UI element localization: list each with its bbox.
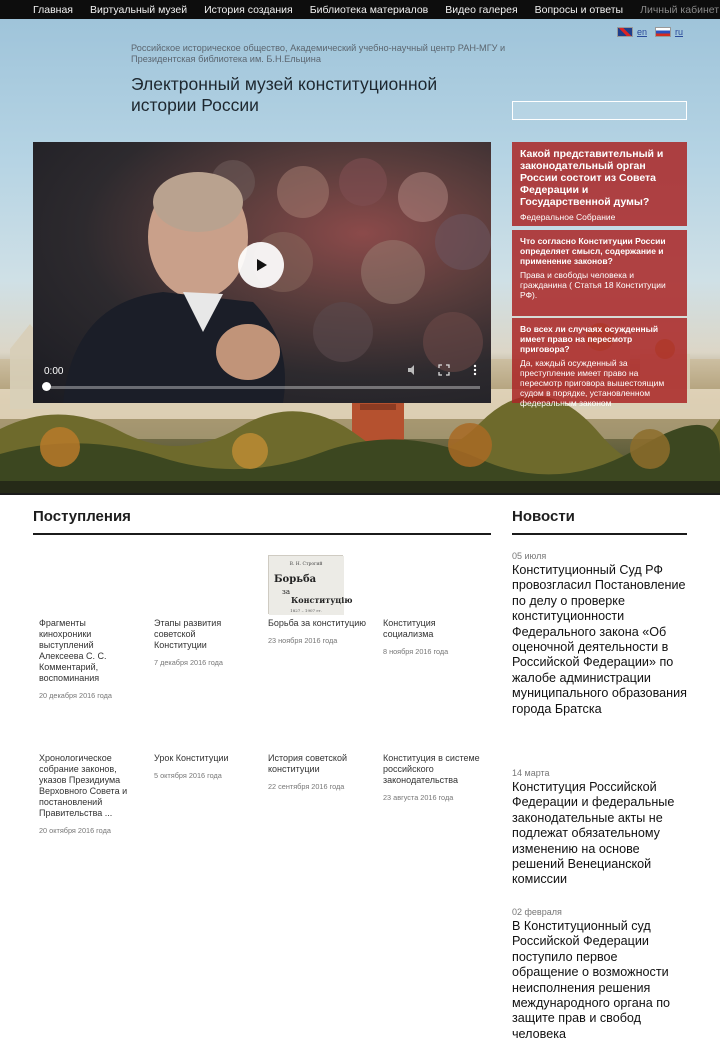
arrival-date: 8 ноября 2016 года bbox=[383, 647, 449, 656]
lang-ru-link[interactable]: ru bbox=[674, 27, 683, 37]
news-rule bbox=[512, 533, 687, 535]
arrivals-heading: Поступления bbox=[33, 508, 131, 525]
cover-word-2: за bbox=[282, 588, 290, 596]
qa-question: Что согласно Конституции России определяет смысл, содержание и применение законов? bbox=[520, 236, 666, 266]
arrival-title: Урок Конституции bbox=[154, 753, 229, 763]
nav-video-gallery[interactable]: Видео галерея bbox=[445, 3, 518, 16]
arrival-title: Фрагменты кинохроники выступлений Алексеева С. С. Комментарий, воспоминания bbox=[39, 618, 107, 683]
qa-question: Во всех ли случаях осужденный имеет право на пересмотр приговора? bbox=[520, 324, 659, 354]
qa-card[interactable] bbox=[512, 142, 687, 226]
nav-history[interactable]: История создания bbox=[204, 3, 293, 16]
qa-question: Какой представительный и законодательный орган России состоит из Совета Федерации и Государственной думы? bbox=[520, 148, 664, 208]
arrival-title: Этапы развития советской Конституции bbox=[154, 618, 222, 650]
video-time: 0:00 bbox=[44, 366, 64, 377]
arrival-item[interactable] bbox=[268, 753, 368, 791]
arrival-date: 5 октября 2016 года bbox=[154, 771, 222, 780]
news-date: 14 марта bbox=[512, 768, 550, 778]
arrival-date: 22 сентября 2016 года bbox=[268, 782, 345, 791]
arrival-date: 23 августа 2016 года bbox=[383, 793, 454, 802]
language-switcher bbox=[617, 27, 687, 37]
video-progress-bar[interactable] bbox=[44, 386, 480, 389]
arrival-title: История советской конституции bbox=[268, 753, 347, 774]
arrival-item[interactable] bbox=[39, 753, 137, 835]
qa-answer: Права и свободы человека и гражданина ( Статья 18 Конституции РФ). bbox=[520, 270, 666, 300]
nav-home[interactable]: Главная bbox=[33, 3, 73, 16]
book-cover-image bbox=[269, 556, 353, 615]
arrival-item[interactable] bbox=[39, 618, 137, 700]
arrival-item[interactable] bbox=[383, 753, 483, 802]
news-link[interactable]: Конституция Российской Федерации и федеральные законодательные акты не подлежат обязательному изменению на основе решений Венецианской комиссии bbox=[512, 780, 675, 887]
book-cover-thumbnail[interactable] bbox=[268, 555, 353, 614]
news-link[interactable]: В Конституционный суд Российской Федерации поступило первое обращение о возможности неисполнения решения международного органа по защите прав и свобод человека bbox=[512, 919, 671, 1041]
arrival-title: Хронологическое собрание законов, указов Президиума Верховного Совета и постановлений Правительства ... bbox=[39, 753, 128, 818]
search-input[interactable] bbox=[512, 101, 687, 120]
arrival-date: 20 декабря 2016 года bbox=[39, 691, 112, 700]
qa-answer: Да, каждый осужденный за преступление имеет право на пересмотр приговора вышестоящим судом в порядке, установленном федеральным законом bbox=[520, 358, 665, 408]
arrival-date: 23 ноября 2016 года bbox=[268, 636, 338, 645]
cover-word-1: Борьба bbox=[274, 574, 317, 585]
arrival-item[interactable] bbox=[154, 753, 249, 780]
video-progress-handle[interactable] bbox=[42, 382, 51, 391]
play-button[interactable] bbox=[238, 242, 284, 288]
nav-library[interactable]: Библиотека материалов bbox=[309, 3, 429, 16]
uk-flag-icon[interactable] bbox=[617, 27, 633, 37]
more-options-icon[interactable] bbox=[469, 364, 481, 376]
site-title[interactable]: Электронный музей конституционной истории России bbox=[131, 74, 438, 115]
arrival-item[interactable] bbox=[154, 618, 249, 667]
news-date: 05 июля bbox=[512, 551, 547, 561]
qa-answer: Федеральное Собрание bbox=[520, 212, 616, 222]
arrival-date: 7 декабря 2016 года bbox=[154, 658, 223, 667]
arrival-title: Конституция в системе российского законодательства bbox=[383, 753, 480, 785]
news-date: 02 февраля bbox=[512, 907, 562, 917]
arrival-date: 20 октября 2016 года bbox=[39, 826, 111, 835]
video-player[interactable] bbox=[33, 142, 491, 403]
hero-banner bbox=[0, 19, 720, 495]
nav-personal-cabinet[interactable]: Личный кабинет bbox=[640, 3, 720, 16]
ru-flag-icon[interactable] bbox=[655, 27, 671, 37]
cover-years: 1827 – 1907 гг. bbox=[290, 608, 322, 613]
top-nav bbox=[0, 0, 720, 19]
organizations-caption: Российское историческое общество, Академический учебно-научный центр РАН-МГУ и Президентская библиотека им. Б.Н.Ельцина bbox=[131, 43, 506, 64]
hero-divider bbox=[0, 493, 720, 495]
news-heading: Новости bbox=[512, 508, 575, 525]
arrival-item[interactable] bbox=[383, 618, 483, 656]
fullscreen-icon[interactable] bbox=[438, 364, 450, 376]
arrivals-rule bbox=[33, 533, 491, 535]
news-item[interactable] bbox=[512, 768, 687, 888]
arrival-title: Борьба за конституцию bbox=[268, 618, 367, 628]
qa-card[interactable] bbox=[512, 230, 687, 316]
news-item[interactable] bbox=[512, 907, 687, 1042]
nav-virtual-museum[interactable]: Виртуальный музей bbox=[89, 3, 188, 16]
volume-icon[interactable] bbox=[407, 364, 419, 376]
qa-card[interactable] bbox=[512, 318, 687, 408]
play-icon bbox=[252, 256, 270, 274]
cover-word-3: Конституцію bbox=[291, 595, 353, 605]
lang-en-link[interactable]: en bbox=[636, 27, 647, 37]
news-item[interactable] bbox=[512, 551, 687, 717]
arrival-title: Конституция социализма bbox=[383, 618, 436, 639]
arrival-item[interactable] bbox=[268, 618, 368, 645]
cover-author: В. Н. Строгий bbox=[289, 562, 323, 567]
nav-qa[interactable]: Вопросы и ответы bbox=[534, 3, 624, 16]
news-link[interactable]: Конституционный Суд РФ провозгласил Постановление по делу о проверке конституционности Федерального закона «Об оценочной деятельности в Российской Федерации» по жалобе администрации муниципального образования города Братска bbox=[512, 563, 687, 716]
